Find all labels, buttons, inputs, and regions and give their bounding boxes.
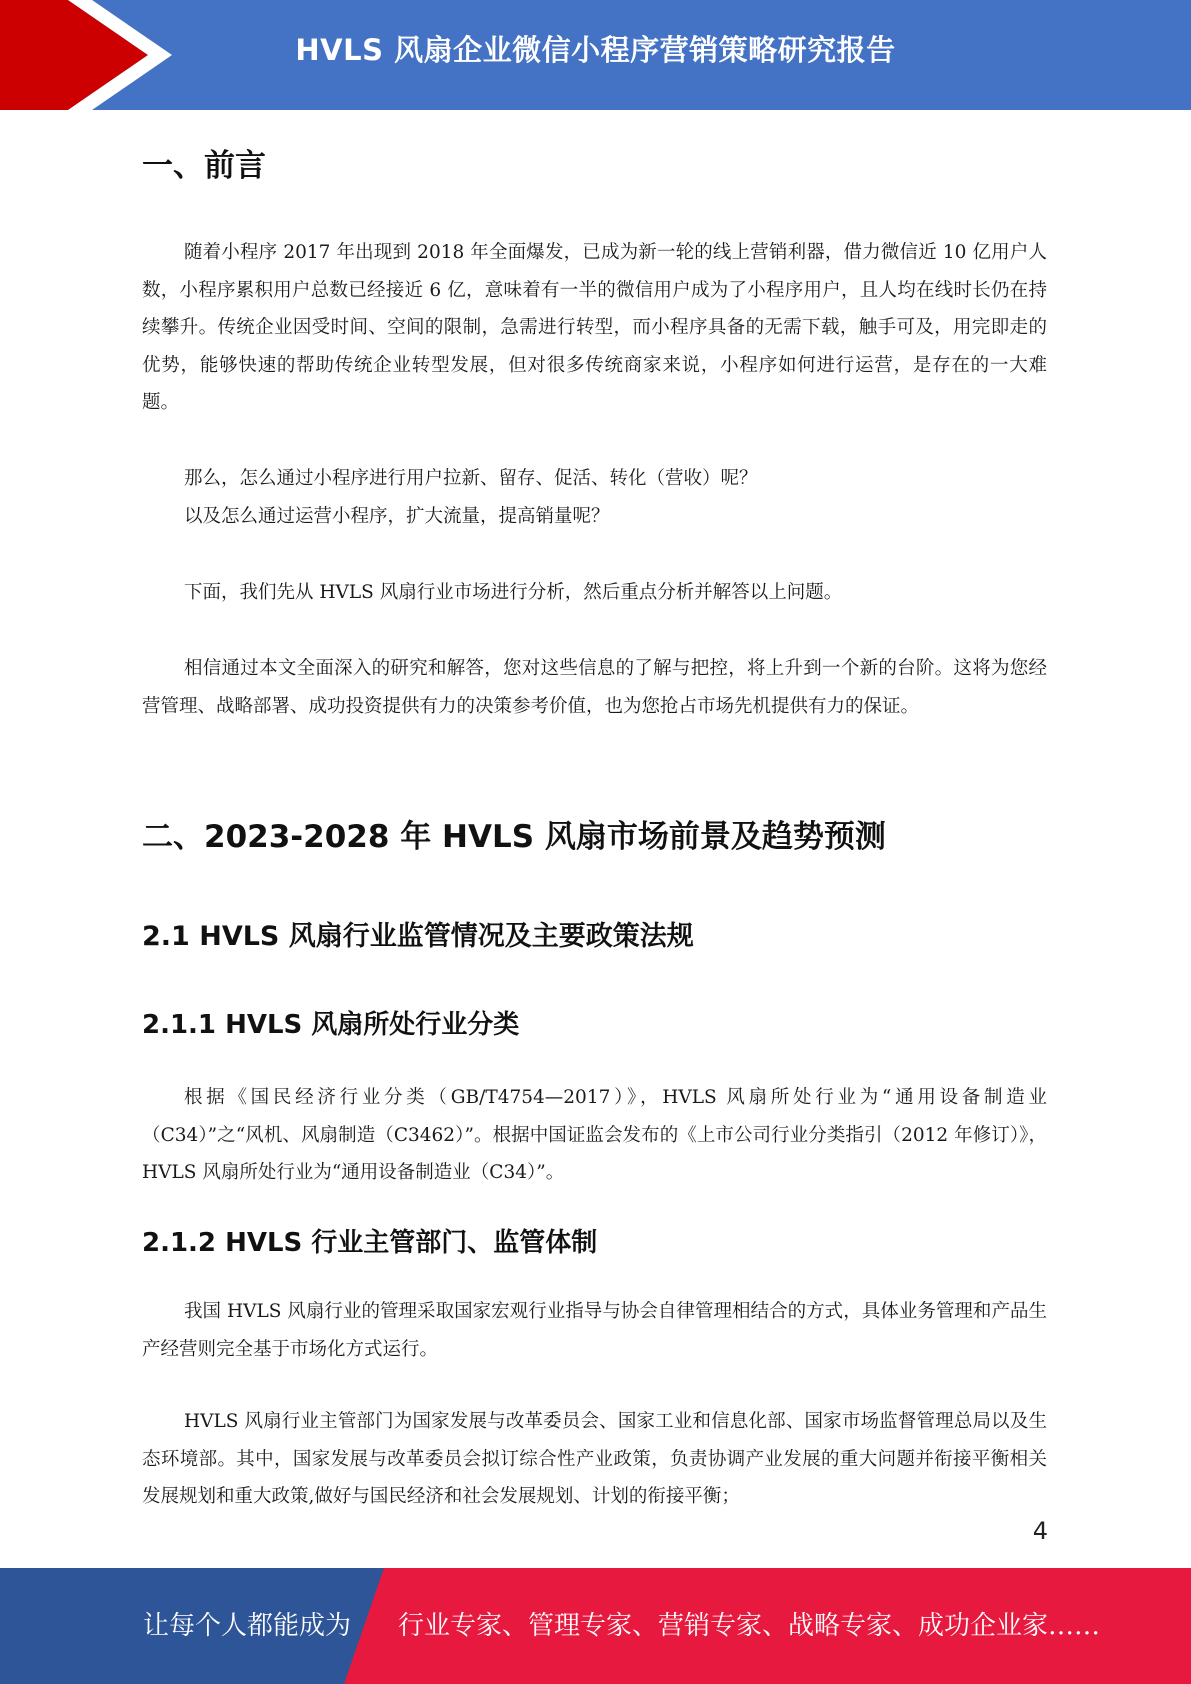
paragraph-management-model: 我国 HVLS 风扇行业的管理采取国家宏观行业指导与协会自律管理相结合的方式，具体业务管理和产品生产经营则完全基于市场化方式运行。 (142, 1301, 1047, 1360)
section-2-heading: 二、2023-2028 年 HVLS 风扇市场前景及趋势预测 (142, 819, 886, 855)
section-2-1-1-heading: 2.1.1 HVLS 风扇所处行业分类 (142, 1010, 520, 1040)
page-footer (0, 1568, 1191, 1684)
paragraph-value: 相信通过本文全面深入的研究和解答，您对这些信息的了解与把控，将上升到一个新的台阶。这将为您经营管理、战略部署、成功投资提供有力的决策参考价值，也为您抢占市场先机提供有力的保证。 (142, 658, 1047, 717)
paragraph-intro: 随着小程序 2017 年出现到 2018 年全面爆发，已成为新一轮的线上营销利器，借力微信近 10 亿用户人数，小程序累积用户总数已经接近 6 亿，意味着有一半的微信用户成为了小程序用户，且人均在线时长仍在持续攀升。传统企业因受时间、空间的限制，急需进行转型，而小程序具备的无需下载，触手可及，用完即走的优势，能够快速的帮助传统企业转型发展，但对很多传统商家来说，小程序如何进行运营，是存在的一大难题。 (142, 242, 1047, 413)
section-2-1-2-heading: 2.1.2 HVLS 行业主管部门、监管体制 (142, 1228, 598, 1258)
footer-slogan-left: 让每个人都能成为 (143, 1611, 352, 1641)
page-header (0, 0, 1191, 110)
paragraph-regulators: HVLS 风扇行业主管部门为国家发展与改革委员会、国家工业和信息化部、国家市场监督管理总局以及生态环境部。其中，国家发展与改革委员会拟订综合性产业政策，负责协调产业发展的重大问题并衔接平衡相关发展规划和重大政策,做好与国民经济和社会发展规划、计划的衔接平衡； (142, 1411, 1047, 1507)
paragraph-question-2: 以及怎么通过运营小程序，扩大流量，提高销量呢？ (184, 506, 610, 527)
footer-slogan-right: 行业专家、管理专家、营销专家、战略专家、成功企业家…… (398, 1611, 1101, 1641)
paragraph-analysis-plan: 下面，我们先从 HVLS 风扇行业市场进行分析，然后重点分析并解答以上问题。 (184, 582, 843, 603)
paragraph-industry-classification: 根据《国民经济行业分类（GB/T4754—2017）》，HVLS 风扇所处行业为“通用设备制造业（C34）”之“风机、风扇制造（C3462）”。根据中国证监会发布的《上市公司行业分类指引（2012 年修订）》，HVLS 风扇所处行业为“通用设备制造业（C34）”。 (142, 1087, 1047, 1183)
section-1-heading: 一、前言 (142, 148, 266, 184)
header-title: HVLS 风扇企业微信小程序营销策略研究报告 (295, 33, 896, 67)
section-2-1-heading: 2.1 HVLS 风扇行业监管情况及主要政策法规 (142, 921, 694, 952)
paragraph-question-1: 那么，怎么通过小程序进行用户拉新、留存、促活、转化（营收）呢？ (184, 468, 758, 489)
page-number: 4 (1032, 1517, 1048, 1545)
